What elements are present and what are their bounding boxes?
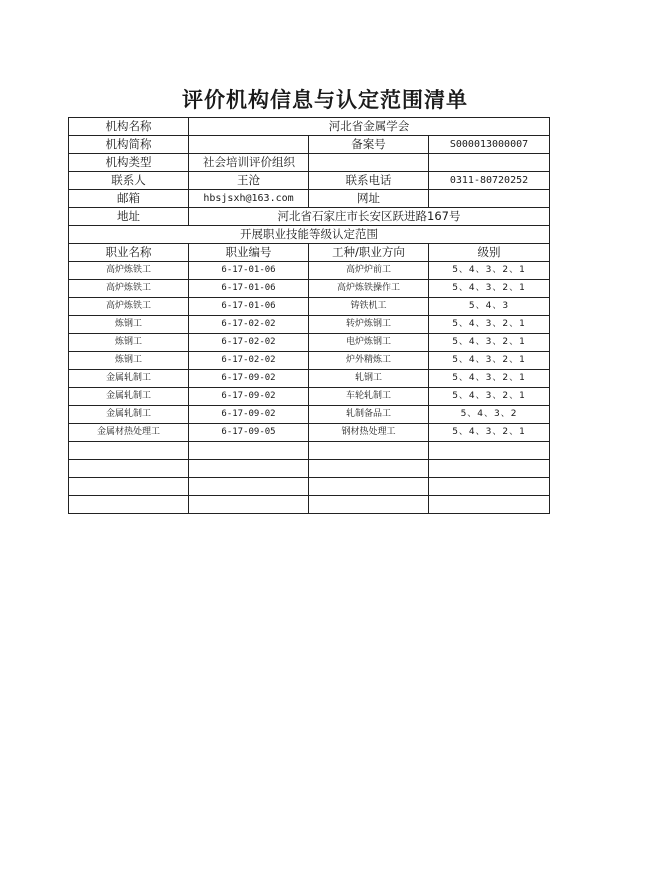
table-row xyxy=(69,460,550,478)
occupation-code-cell: 6-17-09-02 xyxy=(189,388,309,406)
occupation-code-cell: 6-17-09-02 xyxy=(189,406,309,424)
occupation-name-cell: 炼钢工 xyxy=(69,334,189,352)
occupation-name-cell xyxy=(69,478,189,496)
occupation-code-cell: 6-17-02-02 xyxy=(189,316,309,334)
scope-rows xyxy=(69,262,550,514)
occupation-code-cell xyxy=(189,496,309,514)
org-name-label: 机构名称 xyxy=(69,118,189,136)
org-type-extra-cell xyxy=(309,154,429,172)
occupation-code-cell: 6-17-02-02 xyxy=(189,352,309,370)
address-label: 地址 xyxy=(69,208,189,226)
column-header-level: 级别 xyxy=(429,244,550,262)
occupation-name-cell: 炼钢工 xyxy=(69,316,189,334)
level-cell: 5、4、3、2、1 xyxy=(429,334,550,352)
org-name-value: 河北省金属学会 xyxy=(189,118,550,136)
record-number-value: S000013000007 xyxy=(429,136,550,154)
occupation-code-cell: 6-17-01-06 xyxy=(189,280,309,298)
level-cell: 5、4、3、2 xyxy=(429,406,550,424)
job-direction-cell: 转炉炼钢工 xyxy=(309,316,429,334)
level-cell: 5、4、3、2、1 xyxy=(429,316,550,334)
email-value: hbsjsxh@163.com xyxy=(189,190,309,208)
website-value xyxy=(429,190,550,208)
job-direction-cell xyxy=(309,496,429,514)
scope-heading: 开展职业技能等级认定范围 xyxy=(69,226,550,244)
level-cell: 5、4、3、2、1 xyxy=(429,388,550,406)
table-row xyxy=(69,496,550,514)
org-type-extra-value xyxy=(429,154,550,172)
job-direction-cell: 车轮轧制工 xyxy=(309,388,429,406)
column-header-occupation: 职业名称 xyxy=(69,244,189,262)
job-direction-cell: 钢材热处理工 xyxy=(309,424,429,442)
scope-header-row xyxy=(69,244,550,262)
job-direction-cell: 炉外精炼工 xyxy=(309,352,429,370)
occupation-code-cell: 6-17-01-06 xyxy=(189,262,309,280)
table-row xyxy=(69,388,550,406)
level-cell: 5、4、3、2、1 xyxy=(429,262,550,280)
occupation-name-cell xyxy=(69,496,189,514)
job-direction-cell xyxy=(309,460,429,478)
org-type-label: 机构类型 xyxy=(69,154,189,172)
occupation-code-cell: 6-17-02-02 xyxy=(189,334,309,352)
job-direction-cell: 电炉炼钢工 xyxy=(309,334,429,352)
table-row xyxy=(69,406,550,424)
org-short-row xyxy=(69,136,550,154)
occupation-name-cell: 金属轧制工 xyxy=(69,370,189,388)
table-row xyxy=(69,334,550,352)
job-direction-cell xyxy=(309,442,429,460)
email-row xyxy=(69,190,550,208)
contact-row xyxy=(69,172,550,190)
level-cell xyxy=(429,496,550,514)
occupation-code-cell xyxy=(189,478,309,496)
page-title: 评价机构信息与认定范围清单 xyxy=(182,88,468,112)
job-direction-cell: 轧制备品工 xyxy=(309,406,429,424)
table-row xyxy=(69,424,550,442)
website-label: 网址 xyxy=(309,190,429,208)
email-label: 邮箱 xyxy=(69,190,189,208)
job-direction-cell: 铸铁机工 xyxy=(309,298,429,316)
org-type-value: 社会培训评价组织 xyxy=(189,154,309,172)
contact-label: 联系人 xyxy=(69,172,189,190)
level-cell: 5、4、3、2、1 xyxy=(429,280,550,298)
table-row xyxy=(69,442,550,460)
occupation-code-cell xyxy=(189,442,309,460)
occupation-name-cell xyxy=(69,442,189,460)
occupation-code-cell xyxy=(189,460,309,478)
level-cell xyxy=(429,442,550,460)
scope-heading-row xyxy=(69,226,550,244)
table-row xyxy=(69,316,550,334)
level-cell xyxy=(429,460,550,478)
occupation-name-cell: 炼钢工 xyxy=(69,352,189,370)
info-table-body xyxy=(69,118,550,262)
occupation-name-cell: 金属轧制工 xyxy=(69,388,189,406)
job-direction-cell: 轧钢工 xyxy=(309,370,429,388)
record-number-label: 备案号 xyxy=(309,136,429,154)
phone-label: 联系电话 xyxy=(309,172,429,190)
level-cell: 5、4、3、2、1 xyxy=(429,370,550,388)
org-short-value xyxy=(189,136,309,154)
table-row xyxy=(69,478,550,496)
table-row xyxy=(69,370,550,388)
occupation-code-cell: 6-17-09-05 xyxy=(189,424,309,442)
phone-value: 0311-80720252 xyxy=(429,172,550,190)
table-row xyxy=(69,352,550,370)
occupation-name-cell: 金属轧制工 xyxy=(69,406,189,424)
job-direction-cell xyxy=(309,478,429,496)
occupation-name-cell: 高炉炼铁工 xyxy=(69,280,189,298)
column-header-code: 职业编号 xyxy=(189,244,309,262)
address-row xyxy=(69,208,550,226)
table-row xyxy=(69,298,550,316)
occupation-code-cell: 6-17-09-02 xyxy=(189,370,309,388)
address-value: 河北省石家庄市长安区跃进路167号 xyxy=(189,208,550,226)
occupation-name-cell: 金属材热处理工 xyxy=(69,424,189,442)
org-short-label: 机构简称 xyxy=(69,136,189,154)
column-header-direction: 工种/职业方向 xyxy=(309,244,429,262)
table-row xyxy=(69,280,550,298)
level-cell: 5、4、3、2、1 xyxy=(429,352,550,370)
table-row xyxy=(69,262,550,280)
info-table xyxy=(68,117,550,514)
occupation-name-cell: 高炉炼铁工 xyxy=(69,298,189,316)
level-cell xyxy=(429,478,550,496)
contact-value: 王沧 xyxy=(189,172,309,190)
occupation-code-cell: 6-17-01-06 xyxy=(189,298,309,316)
occupation-name-cell xyxy=(69,460,189,478)
job-direction-cell: 高炉炼铁操作工 xyxy=(309,280,429,298)
level-cell: 5、4、3、2、1 xyxy=(429,424,550,442)
level-cell: 5、4、3 xyxy=(429,298,550,316)
occupation-name-cell: 高炉炼铁工 xyxy=(69,262,189,280)
org-name-row xyxy=(69,118,550,136)
org-type-row xyxy=(69,154,550,172)
job-direction-cell: 高炉炉前工 xyxy=(309,262,429,280)
